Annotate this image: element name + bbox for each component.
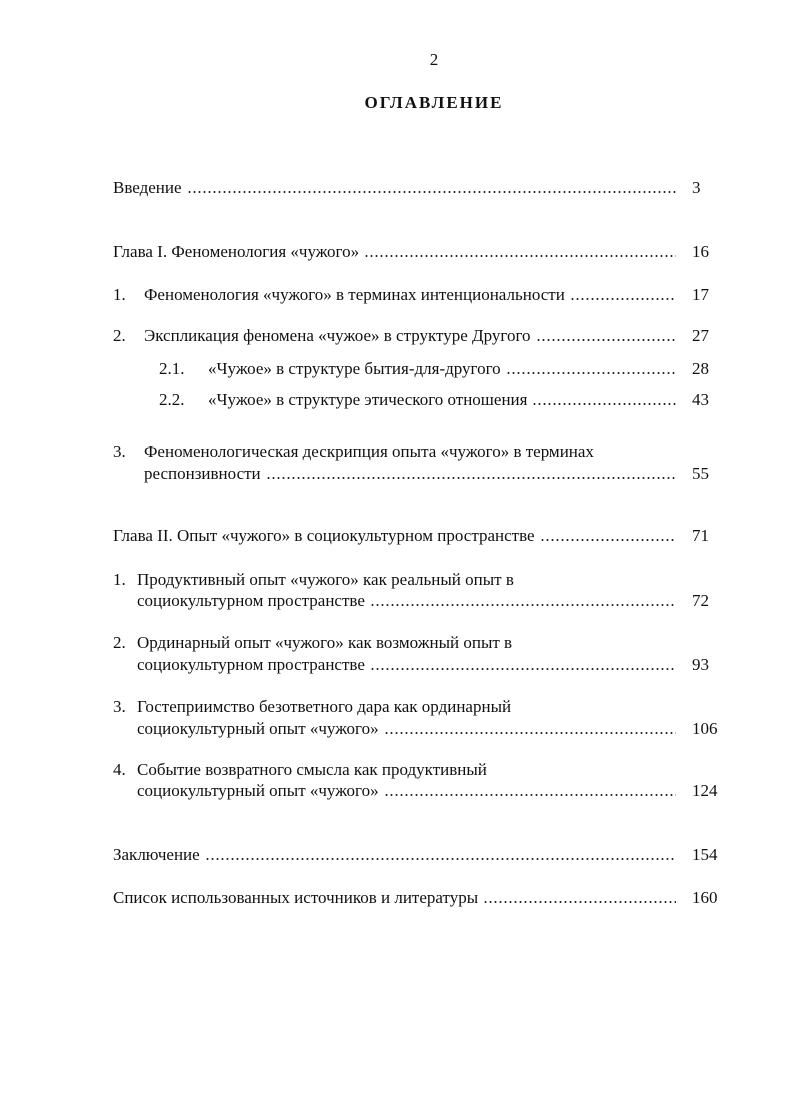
toc-entry-number: 3. bbox=[113, 697, 126, 716]
toc-entry-2-3 bbox=[0, 695, 799, 719]
dot-leader bbox=[266, 477, 676, 479]
toc-entry-label: Заключение bbox=[113, 845, 200, 864]
toc-entry-number: 2. bbox=[113, 633, 126, 652]
toc-entry-page: 43 bbox=[692, 390, 709, 409]
dot-leader bbox=[370, 604, 676, 606]
toc-entry-page: 3 bbox=[692, 178, 701, 197]
dot-leader bbox=[536, 339, 676, 341]
toc-entry-label: Глава II. Опыт «чужого» в социокультурном пространстве bbox=[113, 526, 535, 545]
toc-entry-page: 28 bbox=[692, 359, 709, 378]
toc-entry-1-3-cont bbox=[0, 462, 799, 486]
toc-entry-number: 4. bbox=[113, 760, 126, 779]
toc-entry-number: 1. bbox=[113, 285, 126, 304]
dot-leader bbox=[187, 191, 676, 193]
toc-entry-2-2 bbox=[0, 631, 799, 655]
dot-leader bbox=[384, 794, 676, 796]
dot-leader bbox=[540, 539, 676, 541]
toc-entry-label-cont: респонзивности bbox=[144, 464, 261, 483]
dot-leader bbox=[370, 668, 676, 670]
toc-entry-label-cont: социокультурный опыт «чужого» bbox=[137, 781, 379, 800]
toc-entry-label: Ординарный опыт «чужого» как возможный опыт в bbox=[137, 633, 513, 652]
toc-entry-page: 27 bbox=[692, 326, 709, 345]
toc-entry-page: 124 bbox=[692, 781, 718, 800]
toc-entry-number: 3. bbox=[113, 442, 126, 461]
dot-leader bbox=[570, 298, 676, 300]
toc-entry-2-4-cont bbox=[0, 779, 799, 803]
toc-entry-page: 72 bbox=[692, 591, 709, 610]
dot-leader bbox=[506, 372, 676, 374]
dot-leader bbox=[364, 255, 676, 257]
toc-entry-page: 154 bbox=[692, 845, 718, 864]
toc-entry-label-cont: социокультурный опыт «чужого» bbox=[137, 719, 379, 738]
toc-title: ОГЛАВЛЕНИЕ bbox=[364, 93, 504, 112]
toc-entry-label: Введение bbox=[113, 178, 182, 197]
toc-entry-introduction bbox=[0, 176, 799, 200]
toc-entry-label: Гостеприимство безответного дара как ординарный bbox=[137, 697, 512, 716]
toc-entry-bibliography bbox=[0, 886, 799, 910]
dot-leader bbox=[205, 858, 676, 860]
toc-entry-1-2-1 bbox=[0, 357, 799, 381]
toc-entry-page: 71 bbox=[692, 526, 709, 545]
toc-entry-page: 106 bbox=[692, 719, 718, 738]
toc-entry-conclusion bbox=[0, 843, 799, 867]
dot-leader bbox=[384, 732, 676, 734]
toc-entry-label: Экспликация феномена «чужое» в структуре Другого bbox=[144, 326, 531, 345]
toc-entry-label: «Чужое» в структуре этического отношения bbox=[208, 390, 528, 409]
toc-entry-2-1-cont bbox=[0, 589, 799, 613]
toc-entry-label: Феноменологическая дескрипция опыта «чужого» в терминах bbox=[144, 442, 594, 461]
dot-leader bbox=[483, 901, 676, 903]
toc-entry-label: Событие возвратного смысла как продуктивный bbox=[137, 760, 487, 779]
toc-entry-1-3 bbox=[0, 440, 799, 464]
toc-entry-label-cont: социокультурном пространстве bbox=[137, 655, 365, 674]
toc-entry-1-1 bbox=[0, 283, 799, 307]
toc-entry-label: Феноменология «чужого» в терминах интенциональности bbox=[144, 285, 565, 304]
toc-entry-chapter-2 bbox=[0, 524, 799, 548]
toc-entry-label: Глава I. Феноменология «чужого» bbox=[113, 242, 360, 261]
toc-entry-number: 2. bbox=[113, 326, 126, 345]
page-number: 2 bbox=[429, 50, 439, 69]
toc-entry-page: 160 bbox=[692, 888, 718, 907]
toc-entry-number: 2.1. bbox=[159, 359, 185, 378]
toc-entry-number: 1. bbox=[113, 570, 126, 589]
toc-entry-2-3-cont bbox=[0, 717, 799, 741]
toc-entry-number: 2.2. bbox=[159, 390, 185, 409]
toc-entry-1-2-2 bbox=[0, 388, 799, 412]
toc-entry-1-2 bbox=[0, 324, 799, 348]
toc-entry-page: 16 bbox=[692, 242, 709, 261]
dot-leader bbox=[532, 403, 676, 405]
toc-entry-label: Продуктивный опыт «чужого» как реальный опыт в bbox=[137, 570, 514, 589]
toc-entry-label: Список использованных источников и литературы bbox=[113, 888, 479, 907]
toc-entry-chapter-1 bbox=[0, 240, 799, 264]
toc-entry-label-cont: социокультурном пространстве bbox=[137, 591, 365, 610]
toc-entry-page: 93 bbox=[692, 655, 709, 674]
toc-entry-page: 17 bbox=[692, 285, 709, 304]
toc-entry-2-2-cont bbox=[0, 653, 799, 677]
toc-entry-page: 55 bbox=[692, 464, 709, 483]
toc-entry-label: «Чужое» в структуре бытия-для-другого bbox=[208, 359, 501, 378]
